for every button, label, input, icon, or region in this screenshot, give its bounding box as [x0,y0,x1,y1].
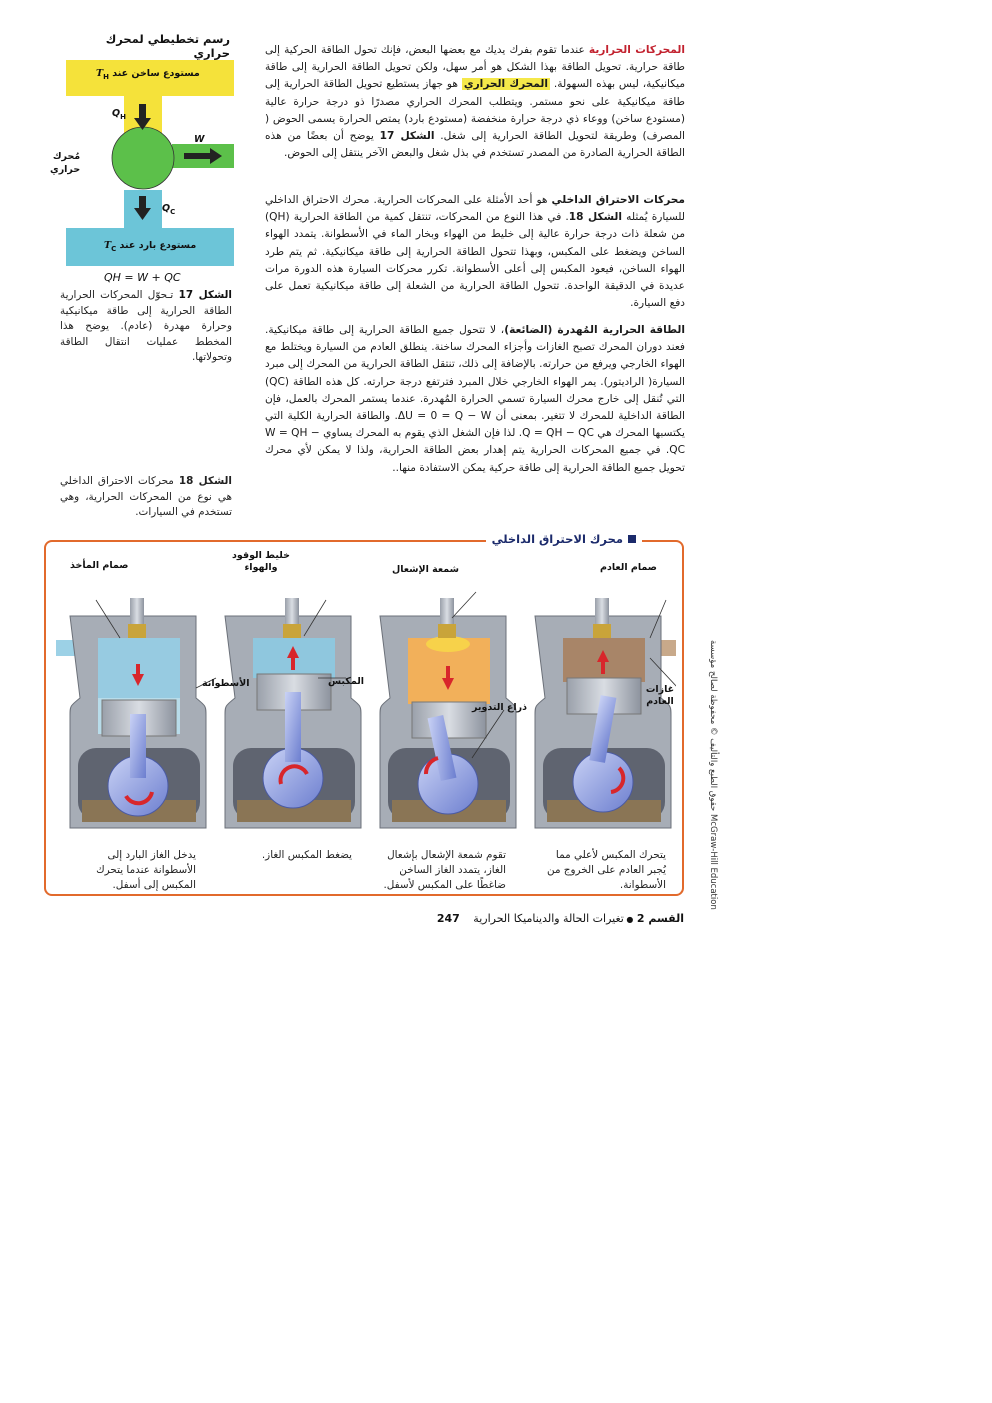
qh-arrow-shaft [139,104,146,120]
paragraph-internal-combustion: محركات الاحتراق الداخلي هو أحد الأمثلة على المحركات الحرارية. محرك الاحتراق الداخلي للسيارة يُمثله الشكل 18. في هذا النوع من المحركات، تنتقل كمية من الطاقة الحرارية (QH) من شعلة ذات درجة حرارة عالية إلى خليط من الهواء وبخار الماء في الأسطوانة. يتمدد الهواء الساخن ويضغط على المكبس، وبهذا تتحول الطاقة الحرارية إلى طاقة ميكانيكية. ثم يتم طرد الهواء الساخن، فيعود المكبس إلى أعلى الأسطوانة. تكرر محركات السيارة هذه الدورة مرات عديدة في الدقيقة الواحدة. تتحول الطاقة الحرارية من الشعلة إلى طاقة ميكانيكية تعمل على دفع السيارة. [265,194,686,310]
engine-strokes-illustration [56,578,676,848]
label-crank-arm: ذراع التدوير [472,702,527,713]
page-number: 247 [436,912,460,925]
w-arrow-shaft [184,153,212,159]
term-heat-engine: المحرك الحراري [463,78,549,91]
stage-caption-3: تقوم شمعة الإشعال بإشعال الغاز، يتمدد الغاز الساخن ضاغطًا على المكبس لأسفل. [383,849,506,891]
hot-reservoir-label: مستودع ساخن عند $T_H$ [96,68,200,81]
page-footer: القسم 2 ● تغيرات الحالة والديناميكا الحرارية 247 [436,912,684,925]
engine-circle [112,127,174,189]
engine-figure-panel [44,532,684,896]
stroke-compression [225,598,361,828]
stroke-intake [56,598,206,828]
panel-title: محرك الاحتراق الداخلي [486,532,642,546]
paragraph-waste-heat: الطاقة الحرارية المُهدرة (الضائعة)، لا تتحول جميع الطاقة الحرارية إلى طاقة ميكانيكية. فعند دوران المحرك تصبح الغازات وأجزاء المحرك ساخنة. ينطلق العادم من السيارة ويختلط مع الهواء الخارجي ويرفع من حرارته. بالإضافة إلى ذلك، تنتقل الطاقة الحرارية من المحرك إلى مبرد السيارة( الراديتور). يمر الهواء الخارجي خلال المبرد فترتفع درجة حرارته. كل هذه الطاقة (QC) التي تُنقل إلى خارج محرك السيارة تسمي الحرارة المُهدرة. عندما يستمر المحرك بالعمل، فإن الطاقة الداخلية للمحرك لا تتغير. بمعنى أن ΔU = 0 = Q − W. والطاقة الحرارية الكلية التي يكتسبها المحرك هي Q = QH − QC. لذا فإن الشغل الذي يقوم به المحرك يساوي W = QH − QC. في جميع المحركات الحرارية يتم إهدار بعض الطاقة الحرارية، ولذا لا يمكن لأي محرك تحويل جميع الطاقة الحرارية إلى طاقة حركية يمكن الاستفادة منها.. [265,324,685,474]
label-fuel-air: خليط الوقود والهواء [232,550,290,573]
spark-plug [130,598,144,628]
qh-label: $Q_H$ [112,108,126,121]
label-exhaust-valve: صمام العادم [600,562,657,573]
waste-heat-heading: الطاقة الحرارية المُهدرة (الضائعة) [504,324,685,336]
paragraph-heat-engines: المحركات الحرارية عندما تقوم بفرك يديك مع بعضها البعض، فإنك تحول الطاقة الحركية إلى طاقة حرارية. تحويل الطاقة بهذا الشكل هو أمر سهل، ولكن تحويل الطاقة الحرارية إلى طاقة ميكانيكية، ليس بهذه السهولة. المحرك الحراري هو جهاز يستطيع تحويل الطاقة الحرارية إلى طاقة ميكانيكية على نحو مستمر. ويتطلب المحرك الحراري مصدرًا ذو درجة حرارة عالية (مستودع ساخن) ووعاء ذي درجة حرارة منخفضة (مستودع بارد) يمتص الحرارة يسمى الحوض ( المصرف) وطريقة لتحويل الطاقة الحرارية إلى شغل. الشكل 17 يوضح أن بعضًا من هذه الطاقة الحرارية الصادرة من المصدر تستخدم في بذل شغل والبعض الآخر ينتقل إلى الحوض. [265,44,686,160]
energy-equation: QH = W + QC [104,271,181,284]
engine-label: مُحرك حراري [50,151,81,175]
qc-label: $Q_C$ [162,203,176,216]
label-piston: المكبس [328,676,365,687]
diagram-title: رسم تخطيطي لمحرك حراري [105,32,230,60]
cold-reservoir-label: مستودع بارد عند $T_C$ [104,240,197,253]
label-exhaust-gas: غازات العادم [645,684,675,707]
figure17-caption: الشكل 17 تـحوّل المحركات الحرارية الطاقة الحرارية إلى طاقة ميكانيكية وحرارة مهدرة (عادم). يوضح هذا المخطط عمليات انتقال الطاقة وتحولاتها. [60,289,232,363]
heat-engines-heading: المحركات الحرارية [588,44,685,56]
label-intake-valve: صمام المأخذ [70,560,129,571]
qc-arrow-shaft [139,196,146,210]
internal-combustion-heading: محركات الاحتراق الداخلي [551,194,685,206]
footer-section: القسم 2 [636,912,684,925]
heat-engine-schematic [62,58,238,268]
footer-title: تغيرات الحالة والديناميكا الحرارية [473,912,624,925]
w-label: W [194,134,205,145]
stage-caption-4: يتحرك المكبس لأعلي مما يُجبر العادم على الخروج من الأسطوانة. [547,849,666,891]
stage-caption-1: يدخل الغاز البارد إلى الأسطوانة عندما يتحرك المكبس إلى أسفل. [96,849,196,891]
label-spark-plug: شمعة الإشعال [392,564,459,575]
stroke-power [380,598,516,828]
stage-caption-2: يضغط المكبس الغاز. [261,849,352,861]
figure18-caption: الشكل 18 محركات الاحتراق الداخلي هي نوع من المحركات الحرارية، وهي تستخدم في السيارات. [60,475,232,518]
connecting-rod [130,714,146,778]
stroke-exhaust [535,598,676,828]
label-cylinder: الأسطوانة [202,678,250,689]
hot-temp-symbol: T [96,68,104,79]
copyright-notice: حقوق الطبع والتأليف © محفوظة لصالح مؤسسة McGraw-Hill Education [708,640,718,910]
